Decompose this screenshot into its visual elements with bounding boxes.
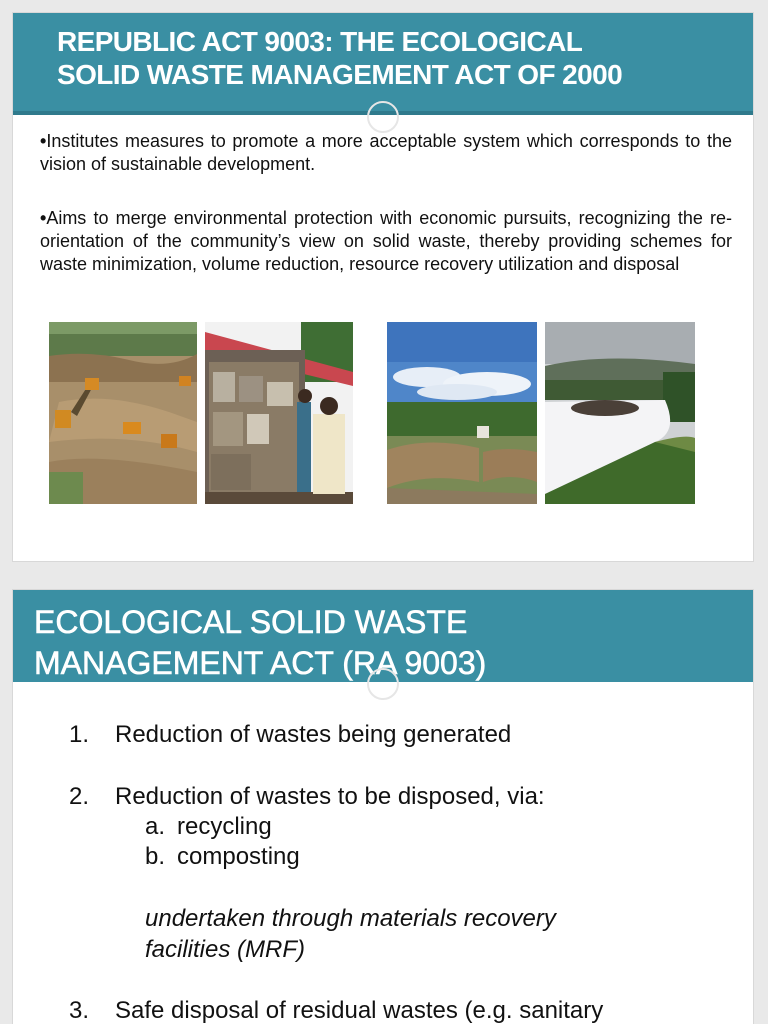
decorative-ring-icon	[367, 668, 399, 700]
photo-composting-windrows	[387, 322, 537, 504]
bullet-1-text: Institutes measures to promote a more acceptable system which corresponds to the vision of sustainable development.	[40, 131, 732, 174]
mrf-note-line-1: undertaken through materials recovery	[145, 905, 556, 932]
slide-1-title-banner	[13, 13, 753, 115]
bullet-dot: •	[40, 208, 47, 228]
mrf-note-line-2: facilities (MRF)	[145, 936, 305, 963]
sub-list-item	[69, 842, 729, 872]
slide-2-title-line-2: MANAGEMENT ACT (RA 9003)	[34, 644, 487, 681]
sub-list-item	[69, 812, 729, 842]
slide-1	[12, 12, 754, 562]
list-item	[69, 996, 729, 1024]
numbered-list	[69, 720, 729, 1024]
list-item-number: 3.	[69, 997, 90, 1024]
list-item-text: Reduction of wastes to be disposed, via:	[115, 783, 545, 810]
bullet-1	[40, 130, 732, 176]
photo-excavation-site	[49, 322, 197, 504]
slide-1-title-line-1: REPUBLIC ACT 9003: THE ECOLOGICAL	[57, 26, 583, 57]
list-item-number: 2.	[69, 783, 90, 810]
photo-sanitary-landfill	[545, 322, 695, 504]
sub-list-letter: b.	[145, 843, 166, 870]
slide-1-bullets	[40, 130, 732, 307]
sub-list-text: composting	[177, 843, 300, 870]
sub-list-text: recycling	[177, 813, 272, 840]
bullet-2-text: Aims to merge environmental protection with economic pursuits, recognizing the re-orientation of the community’s view on solid waste, thereby providing schemes for waste minimization, volume reduction, resource recovery utilization and disposal	[40, 208, 732, 274]
list-item-text: Reduction of wastes being generated	[115, 721, 512, 748]
bullet-dot: •	[40, 131, 47, 151]
list-item-text: Safe disposal of residual wastes (e.g. sanitary	[115, 997, 604, 1024]
list-item	[69, 782, 729, 812]
mrf-note	[69, 903, 729, 965]
sub-list-letter: a.	[145, 813, 166, 840]
decorative-ring-icon	[367, 101, 399, 133]
list-item-number: 1.	[69, 721, 90, 748]
list-item	[69, 720, 729, 750]
slide-2-title-line-1: ECOLOGICAL SOLID WASTE	[34, 604, 468, 640]
photo-recovery-facility	[205, 322, 353, 504]
bullet-2	[40, 207, 732, 276]
slide-1-title-line-2: SOLID WASTE MANAGEMENT ACT OF 2000	[57, 59, 623, 91]
slide-2	[12, 589, 754, 1024]
